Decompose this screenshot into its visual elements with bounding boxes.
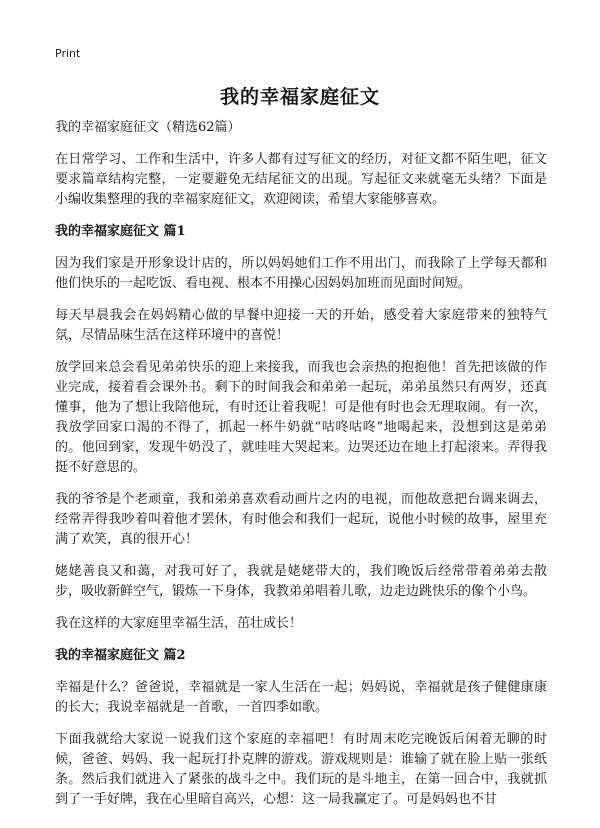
paragraph: 放学回来总会看见弟弟快乐的迎上来接我，而我也会亲热的抱抱他！首先把该做的作业完成，接着看会课外书。剩下的时间我会和弟弟一起玩，弟弟虽然只有两岁，还真懂事，他为了想让我陪他玩，有时还让着我呢！可是他有时也会无理取闹。有一次，我放学回家口渴的不得了，抓起一杯牛奶就“咕咚咕咚”地喝起来，没想到这是弟弟的。他回到家，发现牛奶没了，就哇哇大哭起来。边哭还边在地上打起滚来。弄得我挺不好意思的。 bbox=[55, 360, 547, 475]
section-heading-2: 我的幸福家庭征文 篇2 bbox=[55, 648, 186, 663]
paragraph: 我的爷爷是个老顽童，我和弟弟喜欢看动画片之内的电视，而他故意把台调来调去，经常弄得我吵着叫着他才罢休，有时他会和我们一起玩，说他小时候的故事，屋里充满了欢笑，真的很开心！ bbox=[55, 492, 547, 547]
paragraph: 每天早晨我会在妈妈精心做的早餐中迎接一天的开始，感受着大家庭带来的独特气氛，尽情品味生活在这样环境中的喜悦！ bbox=[55, 308, 547, 343]
section-heading-1: 我的幸福家庭征文 篇1 bbox=[55, 224, 186, 239]
paragraph: 我在这样的大家庭里幸福生活，茁壮成长！ bbox=[55, 616, 303, 631]
paragraph: 因为我们家是开形象设计店的，所以妈妈她们工作不用出门，而我除了上学每天都和他们快乐的一起吃饭、看电视、根本不用操心因妈妈加班而见面时间短。 bbox=[55, 256, 547, 291]
print-link[interactable]: Print bbox=[55, 47, 81, 60]
paragraph: 幸福是什么？爸爸说，幸福就是一家人生活在一起；妈妈说，幸福就是孩子健健康康的长大；我说幸福就是一首歌，一首四季如歌。 bbox=[55, 680, 547, 715]
document-body bbox=[55, 118, 547, 822]
document-subtitle: 我的幸福家庭征文（精选62篇） bbox=[55, 120, 241, 135]
paragraph: 下面我就给大家说一说我们这个家庭的幸福吧！有时周末吃完晚饭后闲着无聊的时候，爸爸、妈妈、我一起玩打扑克牌的游戏。游戏规则是：谁输了就在脸上贴一张纸条。然后我们就进入了紧张的战斗之中。我们玩的是斗地主，在第一回合中，我就抓到了一手好牌，我在心里暗自高兴，心想：这一局我赢定了。可是妈妈也不甘 bbox=[55, 732, 547, 807]
page-title: 我的幸福家庭征文 bbox=[219, 86, 380, 108]
paragraph: 姥姥善良又和蔼，对我可好了，我就是姥姥带大的，我们晚饭后经常带着弟弟去散步，吸收新鲜空气，锻炼一下身体，我教弟弟唱着儿歌，边走边跳快乐的像个小鸟。 bbox=[55, 564, 547, 599]
intro-paragraph: 在日常学习、工作和生活中，许多人都有过写征文的经历，对征文都不陌生吧，征文要求篇章结构完整，一定要避免无结尾征文的出现。写起征文来就毫无头绪？下面是小编收集整理的我的幸福家庭征文，欢迎阅读，希望大家能够喜欢。 bbox=[55, 152, 547, 207]
